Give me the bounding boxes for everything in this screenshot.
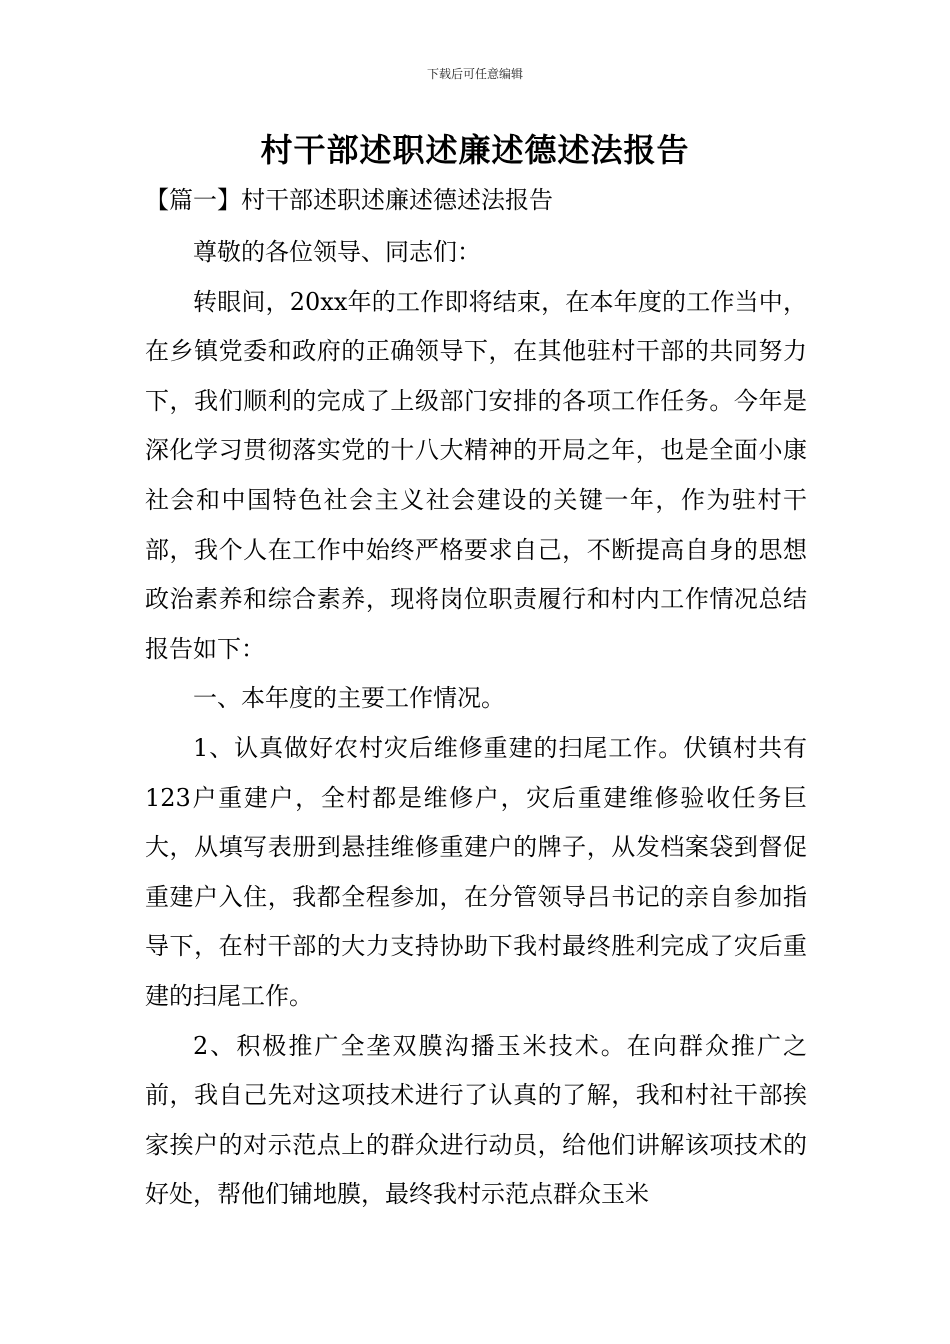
- document-title: 村干部述职述廉述德述法报告: [260, 131, 690, 169]
- header-note: 下载后可任意编辑: [426, 67, 523, 81]
- salutation-paragraph: 尊敬的各位领导、同志们：: [193, 238, 481, 266]
- item-two-paragraph: 2、积极推广全垄双膜沟播玉米技术。在向群众推广之前，我自己先对这项技术进行了认真的了解，我和村社干部挨家挨户的对示范点上的群众进行动员，给他们讲解该项技术的好处，帮他们铺地膜，最终我村示范点群众玉米: [145, 1031, 807, 1209]
- item-one-paragraph: 1、认真做好农村灾后维修重建的扫尾工作。伏镇村共有123户重建户，全村都是维修户，灾后重建维修验收任务巨大，从填写表册到悬挂维修重建户的牌子，从发档案袋到督促重建户入住，我都全程参加，在分管领导吕书记的亲自参加指导下，在村干部的大力支持协助下我村最终胜利完成了灾后重建的扫尾工作。: [145, 733, 807, 1010]
- intro-paragraph: 转眼间，20xx年的工作即将结束，在本年度的工作当中，在乡镇党委和政府的正确领导下，在其他驻村干部的共同努力下，我们顺利的完成了上级部门安排的各项工作任务。今年是深化学习贯彻落实党的十八大精神的开局之年，也是全面小康社会和中国特色社会主义社会建设的关键一年，作为驻村干部，我个人在工作中始终严格要求自己，不断提高自身的思想政治素养和综合素养，现将岗位职责履行和村内工作情况总结报告如下：: [145, 287, 807, 663]
- document-body: [145, 228, 807, 1220]
- section-heading: 【篇一】村干部述职述廉述德述法报告: [145, 186, 553, 214]
- section-one-heading: 一、本年度的主要工作情况。: [193, 684, 505, 713]
